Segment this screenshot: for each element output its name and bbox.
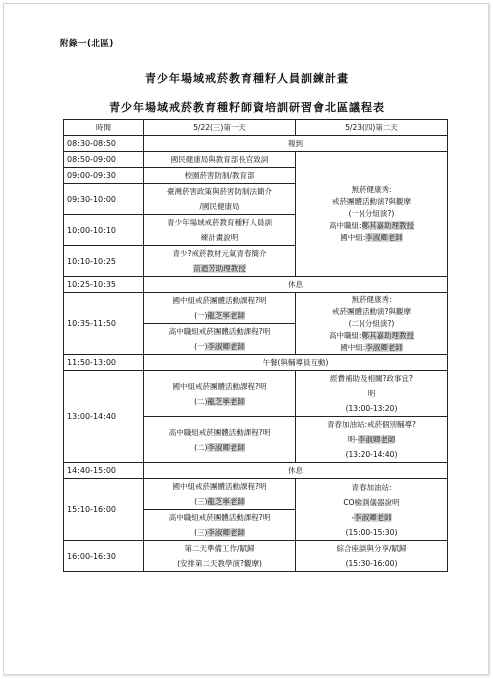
day2-morning-cell [296, 152, 448, 277]
time-cell: 15:10-16:00 [64, 479, 144, 541]
cell-line: 明 [367, 389, 376, 398]
cell-line: 第二天準備工作/賦歸 [184, 544, 255, 553]
table-row [64, 293, 448, 324]
session-number: (三) [194, 497, 208, 506]
header-time: 時間 [64, 120, 144, 136]
cell-line: 高中職組戒菸團體活動課程?明 [168, 427, 271, 437]
time-cell: 08:50-09:00 [64, 152, 144, 168]
cell-line: (15:00-15:30) [345, 527, 398, 537]
cell-line: 國中組戒菸團體活動課程?明 [172, 296, 267, 305]
cell-line: (13:00-13:20) [345, 404, 398, 413]
day1-cell [144, 479, 296, 510]
group-label: 高中職組: [328, 330, 362, 340]
table-row [64, 152, 448, 168]
day1-cell: 校園菸害防制/教育部 [144, 168, 296, 184]
day2-cell [296, 371, 448, 417]
speaker-name: 鄭其嘉助理教授 [361, 330, 415, 340]
cell-line: /國民健康局 [199, 202, 240, 211]
cell-line: 青春加油站:戒菸個別輔導? [326, 420, 416, 429]
cell-line [146, 525, 293, 540]
cell-line: (二)(分組演?) [348, 318, 395, 328]
session-number: (二) [194, 442, 208, 452]
cell-line [146, 494, 293, 509]
cell-line: 高中職組戒菸團體活動課程?明 [168, 513, 271, 522]
speaker-name: 李淑卿老師 [365, 233, 403, 242]
cell-line: 高中職組戒菸團體活動課程?明 [168, 327, 271, 336]
cell-line: (13:20-14:40) [345, 450, 398, 459]
table-row [64, 479, 448, 510]
group-label: 國中組: [340, 233, 366, 242]
day1-cell [144, 541, 296, 572]
day2-cell [296, 479, 448, 541]
cell-line [146, 261, 293, 276]
speaker-name: 龍芝寧老師 [207, 396, 245, 406]
cell-line [146, 394, 293, 409]
session-number: (二) [194, 396, 208, 406]
day1-cell [144, 324, 296, 355]
cell-line: (15:30-16:00) [345, 559, 398, 568]
day2-cell [296, 417, 448, 463]
time-cell: 11:50-13:00 [64, 355, 144, 371]
speaker-name: 李淑卿老師 [365, 342, 403, 352]
speaker-name: 李淑卿老師 [357, 435, 396, 444]
cell-line: 臺灣菸害政策與菸害防制法簡介 [167, 187, 272, 196]
cell-line [146, 440, 293, 455]
cell-line [146, 308, 293, 323]
cell-line: CO檢測儀器說明 [343, 497, 400, 507]
table-row [64, 541, 448, 572]
table-row [64, 371, 448, 417]
header-row [64, 120, 448, 136]
time-cell: 10:35-11:50 [64, 293, 144, 355]
cell-line: 練計畫說明 [200, 233, 239, 242]
day1-cell [144, 246, 296, 277]
time-cell: 10:10-10:25 [64, 246, 144, 277]
header-day1: 5/22(三)第一天 [144, 120, 296, 136]
day1-cell: 國民健康局與教育部長官致詞 [144, 152, 296, 168]
document-title: 青少年場域戒菸教育種籽人員訓練計畫 [145, 72, 349, 85]
break-cell: 休息 [144, 277, 448, 293]
cell-line: 綜合座談與分享/賦歸 [336, 544, 407, 553]
day2-cell [296, 541, 448, 572]
time-cell: 09:00-09:30 [64, 168, 144, 184]
schedule-table [63, 119, 448, 572]
day1-cell [144, 215, 296, 246]
time-cell: 13:00-14:40 [64, 371, 144, 463]
group-label: 高中職組: [328, 221, 362, 230]
cell-line: 青少?戒菸教材元氣青春簡介 [172, 249, 267, 258]
table-row [64, 355, 448, 371]
time-cell: 08:30-08:50 [64, 136, 144, 152]
day1-cell [144, 371, 296, 417]
day1-cell [144, 293, 296, 324]
speaker-name: 龍芝寧老師 [207, 311, 245, 320]
header-day2: 5/23(四)第二天 [296, 120, 448, 136]
cell-line: 無菸健康秀: [351, 294, 392, 304]
day1-cell [144, 184, 296, 215]
time-cell: 09:30-10:00 [64, 184, 144, 215]
session-number: (三) [194, 528, 208, 537]
speaker-name: 李淑卿老師 [207, 442, 245, 452]
session-number: (一) [194, 342, 208, 351]
speaker-name: 龍芝寧老師 [207, 497, 245, 506]
session-number: (一) [194, 311, 208, 320]
document-page [3, 3, 489, 675]
time-cell: 16:00-16:30 [64, 541, 144, 572]
cell-line: 青春加油站: [351, 482, 392, 492]
time-cell: 10:25-10:35 [64, 277, 144, 293]
cell-prefix: - [351, 512, 355, 522]
table-row [64, 277, 448, 293]
speaker-name: 李淑卿老師 [207, 528, 245, 537]
cell-line: 戒菸團體活動演?與觀摩 [332, 306, 411, 316]
cell-line [298, 232, 445, 244]
day1-cell [144, 510, 296, 541]
lunch-cell: 午餐(與輔導員互動) [144, 355, 448, 371]
speaker-name: 苗迺芳助理教授 [193, 264, 246, 273]
schedule-title: 青少年場域戒菸教育種籽師資培訓研習會北區議程表 [109, 101, 385, 114]
cell-line: 國中組戒菸團體活動課程?明 [172, 381, 267, 391]
speaker-name: 李淑卿老師 [354, 512, 392, 522]
cell-line: 無菸健康秀: [351, 185, 392, 194]
cell-line: 戒菸團體活動演?與觀摩 [332, 197, 411, 206]
group-label: 國中組: [340, 342, 366, 352]
break-cell: 休息 [144, 463, 448, 479]
time-cell: 10:00-10:10 [64, 215, 144, 246]
registration-cell: 報到 [144, 136, 448, 152]
day2-cell [296, 293, 448, 355]
cell-line [298, 342, 445, 354]
time-cell: 14:40-15:00 [64, 463, 144, 479]
cell-line: 青少年場域戒菸教育種籽人員訓 [167, 218, 272, 227]
table-row [64, 136, 448, 152]
table-row [64, 463, 448, 479]
cell-prefix: 明- [347, 435, 358, 444]
day1-cell [144, 417, 296, 463]
speaker-name: 鄭其嘉助理教授 [361, 221, 415, 230]
speaker-name: 李淑卿老師 [207, 342, 245, 351]
cell-line [146, 339, 293, 354]
cell-line: (安排第二天教學演?觀摩) [177, 559, 262, 568]
cell-line: (一)(分組演?) [348, 209, 395, 218]
cell-line [298, 510, 445, 525]
annex-label: 附錄一(北區) [60, 39, 114, 49]
cell-line: 經費補助及相關?政事宜? [330, 374, 413, 383]
cell-line: 國中組戒菸團體活動課程?明 [172, 482, 267, 491]
cell-line [298, 330, 445, 342]
cell-line [298, 220, 445, 232]
cell-line [298, 432, 445, 447]
